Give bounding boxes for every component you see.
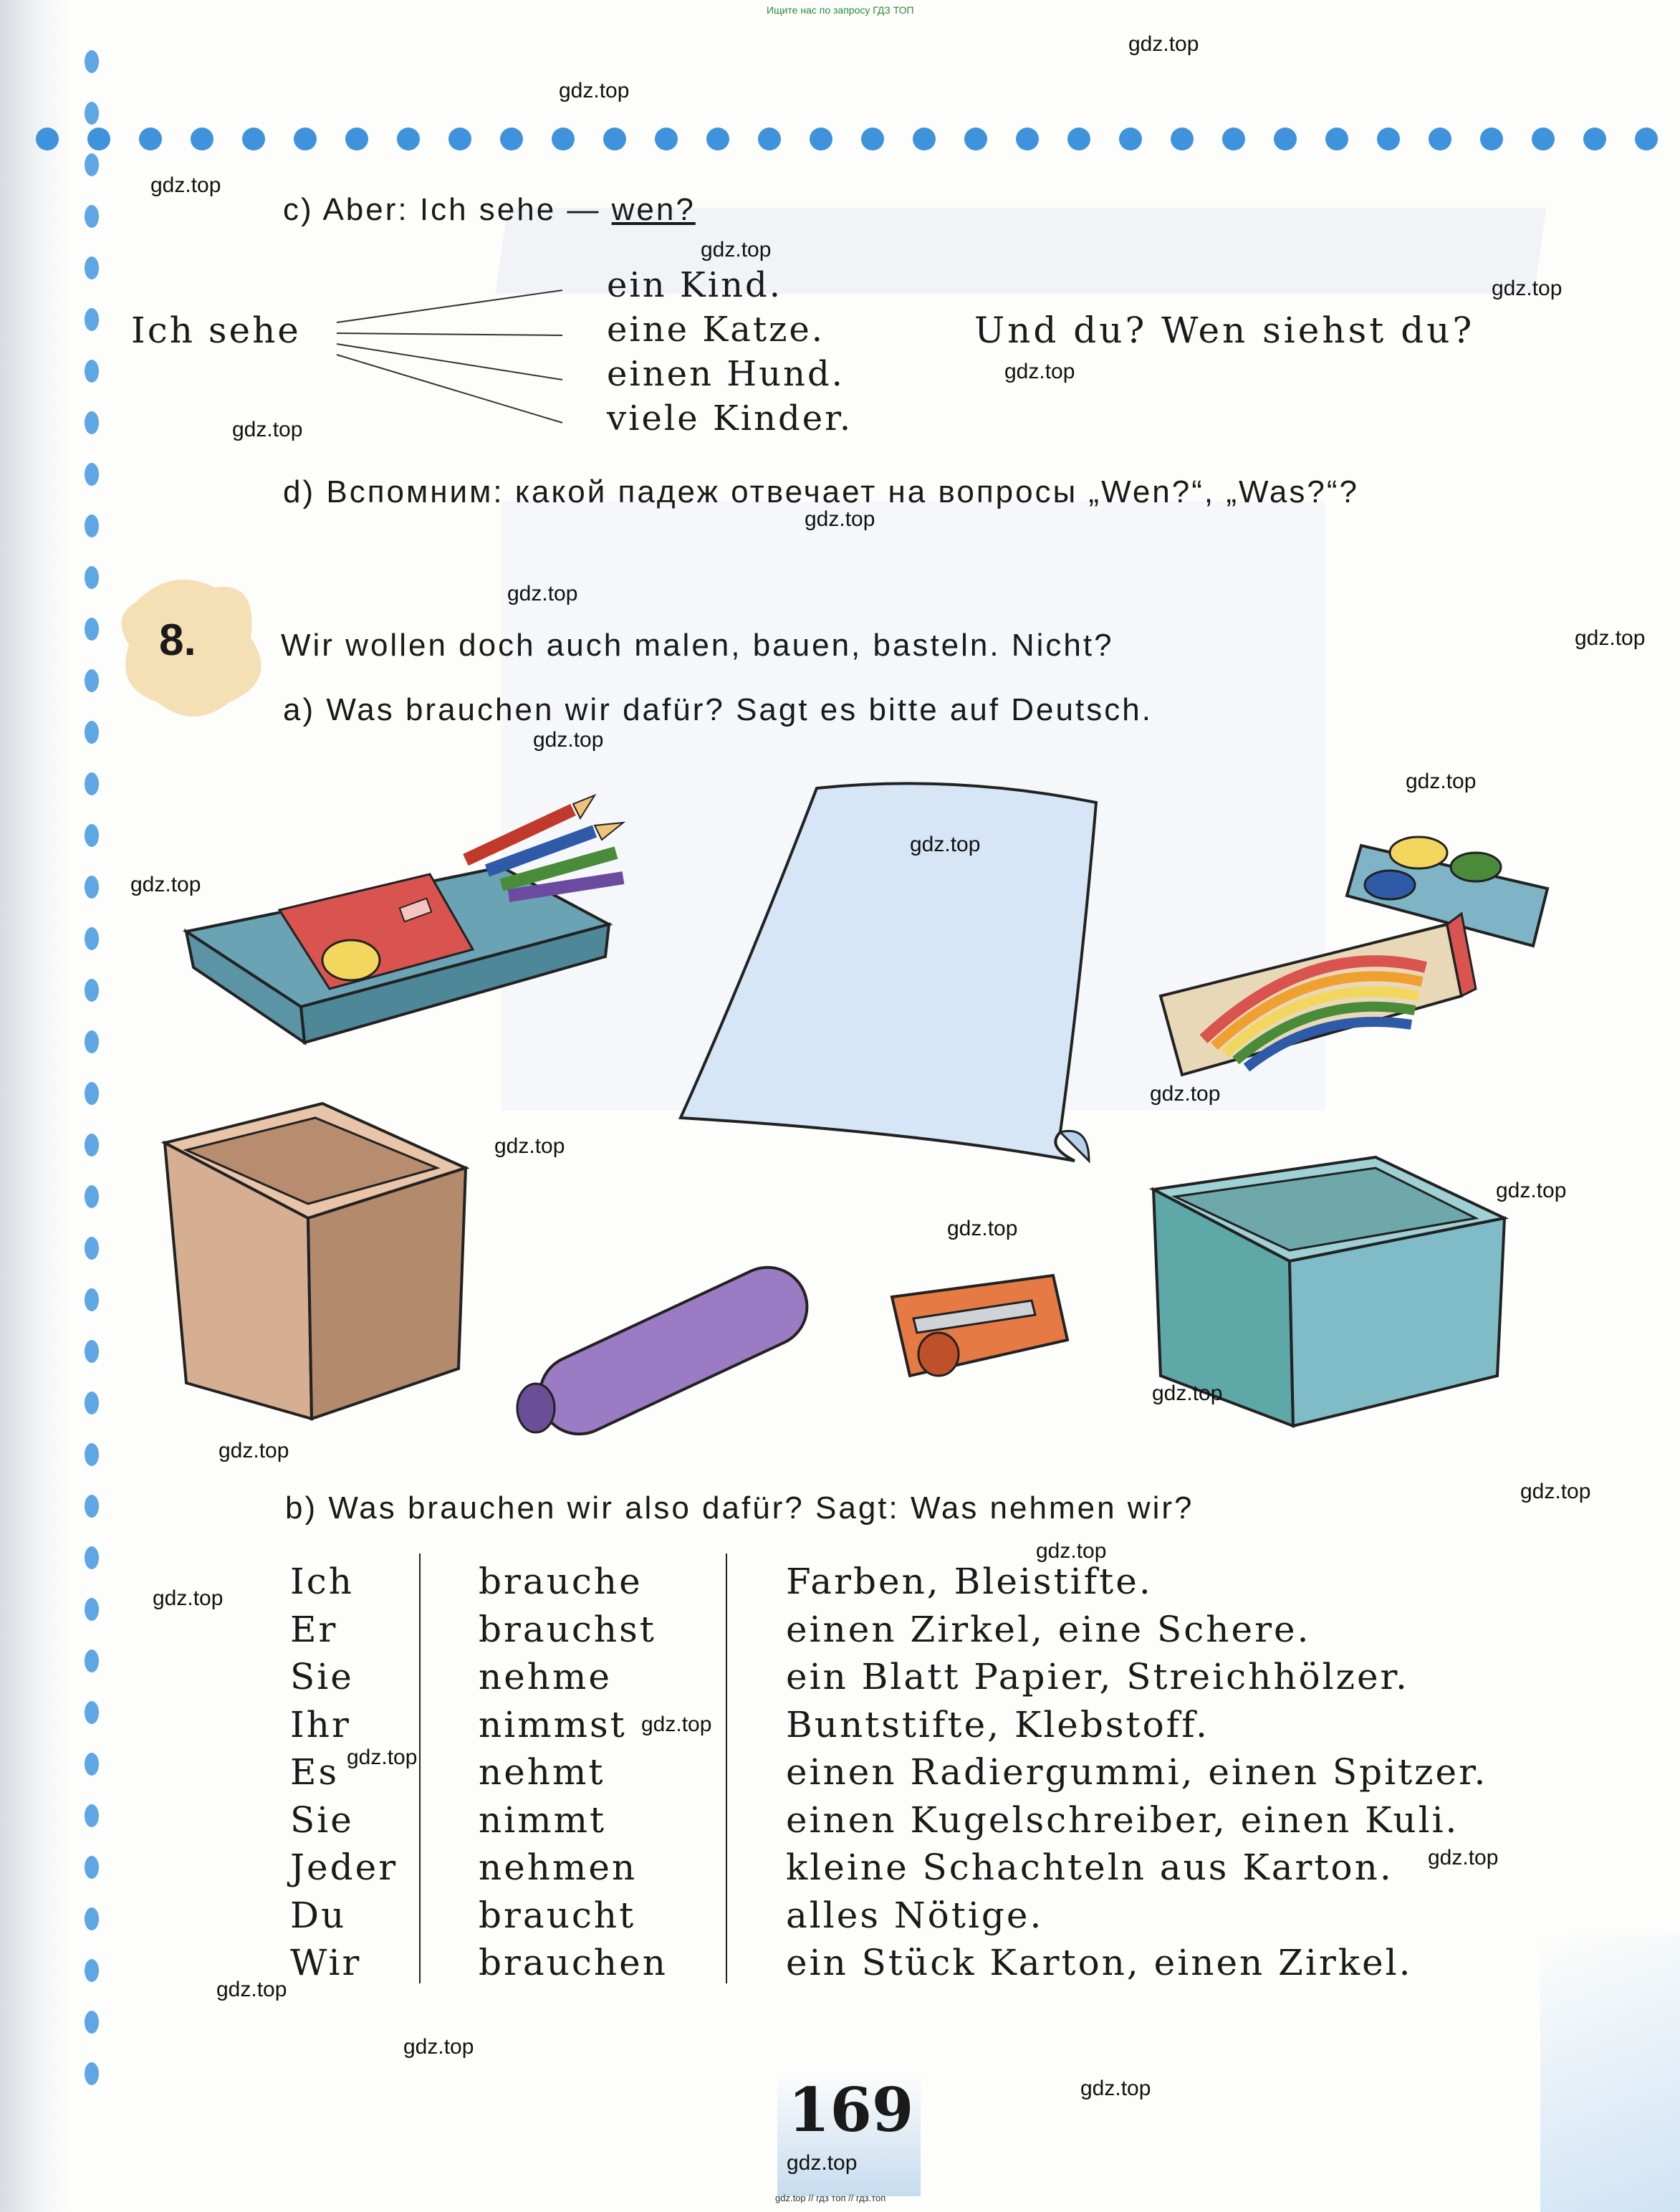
border-dot [85,927,99,950]
watermark-text: gdz.top [1152,1382,1223,1405]
border-dot [85,102,99,125]
border-dot [36,128,59,150]
border-dot [85,1598,99,1621]
border-dot [85,876,99,899]
part-b-text: Was brauchen wir also dafür? Sagt: Was nehmen wir? [328,1490,1194,1526]
glue-stick-image [517,1255,820,1447]
connector-lines [330,279,573,437]
watermark-text: gdz.top [1428,1846,1499,1869]
section-c-followup-question: Und du? Wen siehst du? [974,310,1475,351]
border-dot [87,128,110,150]
border-dot [139,128,162,150]
border-dot [1532,128,1555,150]
border-dot [810,128,832,150]
border-dot [1377,128,1400,150]
border-dot [85,721,99,744]
part-b-label: b) [285,1490,318,1526]
watermark-text: gdz.top [910,833,981,856]
table-object: Farben, Bleistifte. [786,1561,1153,1602]
watermark-text: gdz.top [153,1586,224,1610]
border-dot [1429,128,1451,150]
watermark-text: gdz.top [1520,1480,1591,1503]
table-verb: brauchen [479,1942,668,1983]
border-dot [1222,128,1245,150]
border-dot [294,128,317,150]
border-dot [85,1392,99,1414]
border-dot [1067,128,1090,150]
border-dot [85,205,99,228]
border-dot [85,153,99,176]
watermark-text: gdz.top [507,582,578,605]
border-dot [1119,128,1142,150]
watermark-text: gdz.top [232,418,303,441]
watermark-text: gdz.top [641,1713,712,1736]
border-dot [861,128,884,150]
watermark-text: gdz.top [1496,1179,1567,1202]
border-dot [1274,128,1297,150]
part-a-label: a) [283,692,316,727]
border-dot [85,1546,99,1569]
table-verb: nehmt [479,1751,605,1793]
section-c-label: c) [283,192,314,227]
border-dot [85,566,99,589]
watermark-text: gdz.top [533,728,604,752]
exercise-number: 8. [159,616,196,665]
paper-sheet-image [681,783,1096,1161]
section-c-subject: Ich sehe [131,310,301,351]
border-dot [345,128,368,150]
border-dot [85,1856,99,1879]
watermark-text: gdz.top [219,1439,289,1462]
border-dot [655,128,678,150]
border-dot [85,411,99,434]
watermark-text: gdz.top [1128,32,1199,56]
watermark-text: gdz.top [947,1217,1018,1240]
table-divider-2 [726,1553,727,1983]
watermark-text: gdz.top [1080,2077,1151,2100]
watermark-text: gdz.top [1575,626,1646,650]
border-dot [85,308,99,331]
border-dot [85,979,99,1002]
border-dot [85,1340,99,1363]
section-c-prompt: Aber: Ich sehe — [322,192,612,227]
border-dot [500,128,523,150]
border-dot [85,618,99,641]
border-dot [242,128,265,150]
border-dot [85,1650,99,1672]
border-dot [1016,128,1039,150]
table-pronoun: Sie [290,1656,354,1698]
table-object: ein Stück Karton, einen Zirkel. [786,1942,1413,1983]
border-dot [397,128,420,150]
section-d-label: d) [283,474,316,509]
footer-banner: gdz.top // гдз топ // гдз.топ [775,2193,886,2203]
section-d-text: Вспомним: какой падеж отвечает на вопросы „Wen?“, „Was?“? [326,474,1359,509]
table-object: kleine Schachteln aus Karton. [786,1847,1393,1888]
border-dot [85,50,99,73]
page-spine [0,0,72,2212]
table-pronoun: Jeder [290,1847,398,1888]
section-c-object: viele Kinder. [607,398,853,439]
section-c-object: eine Katze. [607,310,825,350]
border-dot [85,669,99,692]
border-dot [85,1134,99,1157]
sharpener-image [892,1275,1067,1376]
part-a-text: Was brauchen wir dafür? Sagt es bitte auf Deutsch. [326,692,1153,727]
border-dot [1583,128,1606,150]
table-object: ein Blatt Papier, Streichhölzer. [786,1656,1409,1698]
exercise-intro: Wir wollen doch auch malen, bauen, basteln. Nicht? [281,628,1114,663]
illustrations [129,760,1576,1447]
table-pronoun: Es [290,1751,340,1793]
table-pronoun: Wir [290,1942,362,1983]
cardboard-box-image [165,1103,466,1419]
border-dot [191,128,213,150]
border-dot [913,128,936,150]
border-dot [603,128,626,150]
border-dot [85,1237,99,1260]
section-c-object: ein Kind. [607,265,783,305]
border-dot [85,514,99,537]
border-dot [85,1753,99,1776]
table-pronoun: Ich [290,1561,354,1602]
border-dot [85,1288,99,1311]
section-d [283,474,1359,510]
watermark-text: gdz.top [216,1978,287,2001]
watermark-text: gdz.top [403,2035,474,2059]
table-pronoun: Du [290,1894,347,1936]
pencil-box-image [186,795,623,1043]
watermark-text: gdz.top [130,873,201,896]
border-dot [85,1495,99,1518]
table-verb: nehmen [479,1847,638,1888]
watermark-text: gdz.top [559,79,630,102]
border-dot [85,360,99,383]
table-verb: brauchst [479,1608,656,1650]
watermark-text: gdz.top [494,1134,565,1158]
watermark-text: gdz.top [1036,1539,1107,1563]
watermark-text: gdz.top [150,173,221,197]
table-verb: braucht [479,1894,636,1936]
border-dot [85,1804,99,1827]
border-dot [85,463,99,486]
border-dot [85,1185,99,1208]
border-dot [85,824,99,847]
table-verb: brauche [479,1561,643,1602]
border-dot [85,1959,99,1982]
border-dot [1480,128,1503,150]
border-dot [85,1701,99,1724]
border-dot [448,128,471,150]
watermark-text: gdz.top [1406,770,1477,793]
table-object: einen Zirkel, eine Schere. [786,1608,1311,1650]
table-verb: nehme [479,1656,612,1698]
paint-box-image [1161,837,1547,1075]
border-dot [85,257,99,279]
border-dot [85,2011,99,2034]
table-verb: nimmst [479,1703,627,1746]
watermark-text: gdz.top [787,2151,858,2175]
table-pronoun: Er [290,1608,338,1650]
border-dot [85,1082,99,1105]
border-dot [85,1907,99,1930]
section-c-object: einen Hund. [607,354,845,394]
border-dot [706,128,729,150]
border-dot [964,128,987,150]
border-dot [1325,128,1348,150]
border-dot [85,1443,99,1466]
top-banner: Ищите нас по запросу ГДЗ ТОП [767,4,914,16]
watermark-text: gdz.top [1004,360,1075,383]
border-dot [85,1030,99,1053]
watermark-text: gdz.top [1150,1082,1221,1106]
border-dot [1635,128,1658,150]
table-object: einen Kugelschreiber, einen Kuli. [786,1799,1459,1841]
border-dot [758,128,781,150]
border-dot [85,2062,99,2085]
table-pronoun: Sie [290,1799,354,1841]
table-object: einen Radiergummi, einen Spitzer. [786,1751,1488,1793]
border-dot [552,128,575,150]
page-number: 169 [788,2074,914,2145]
table-object: Buntstifte, Klebstoff. [786,1703,1209,1746]
table-object: alles Nötige. [786,1894,1044,1936]
border-dot [85,772,99,795]
watermark-text: gdz.top [701,238,772,262]
table-divider-1 [419,1553,421,1983]
watermark-text: gdz.top [1492,277,1563,300]
section-c-question-word: wen? [611,192,696,227]
watermark-text: gdz.top [805,507,875,531]
table-verb: nimmt [479,1799,607,1841]
watermark-text: gdz.top [347,1746,418,1769]
table-pronoun: Ihr [290,1703,351,1746]
border-dot [1171,128,1194,150]
